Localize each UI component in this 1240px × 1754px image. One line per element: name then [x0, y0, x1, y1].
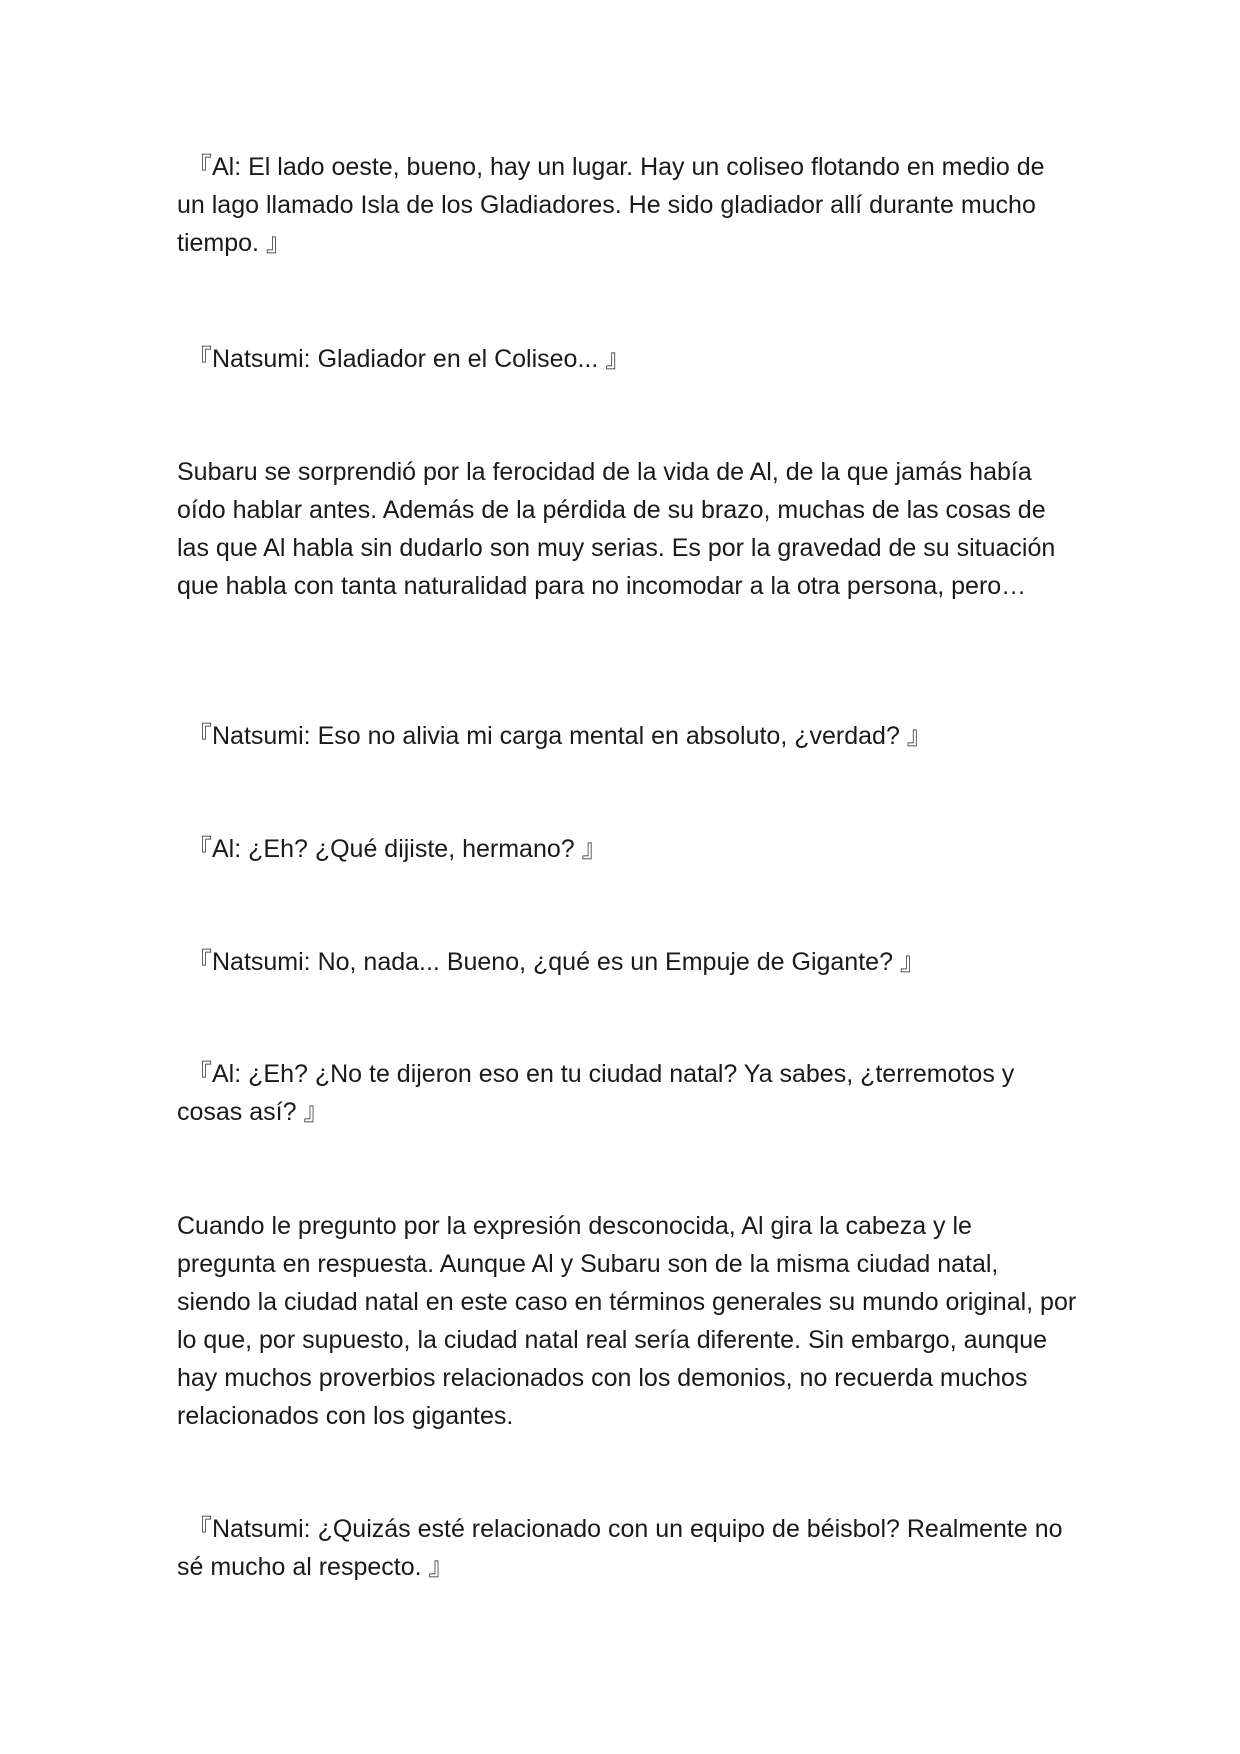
dialogue-natsumi-giant-push: 『Natsumi: No, nada... Bueno, ¿qué es un Empuje de Gigante? 』	[187, 948, 925, 976]
dialogue-natsumi-mental-burden: 『Natsumi: Eso no alivia mi carga mental en absoluto, ¿verdad? 』	[187, 722, 932, 750]
dialogue-al-what-did-you-say: 『Al: ¿Eh? ¿Qué dijiste, hermano? 』	[187, 835, 607, 863]
narration-unknown-expression: Cuando le pregunto por la expresión desconocida, Al gira la cabeza y le pregunta en respuesta. Aunque Al y Subaru son de la misma ciudad natal, siendo la ciudad natal en este caso en términos generales su mundo original, por lo que, por supuesto, la ciudad natal real sería diferente. Sin embargo, aunque hay muchos proverbios relacionados con los demonios, no recuerda muchos relacionados con los gigantes.	[177, 1212, 1077, 1430]
dialogue-natsumi-gladiator: 『Natsumi: Gladiador en el Coliseo... 』	[187, 345, 631, 373]
dialogue-al-hometown: 『Al: ¿Eh? ¿No te dijeron eso en tu ciudad natal? Ya sabes, ¿terremotos y cosas así? 』	[177, 1060, 1015, 1126]
narration-subaru-surprised: Subaru se sorprendió por la ferocidad de la vida de Al, de la que jamás había oído hablar antes. Además de la pérdida de su brazo, muchas de las cosas de las que Al habla sin dudarlo son muy serias. Es por la gravedad de su situación que habla con tanta naturalidad para no incomodar a la otra persona, pero…	[177, 458, 1056, 600]
dialogue-natsumi-baseball: 『Natsumi: ¿Quizás esté relacionado con un equipo de béisbol? Realmente no sé mucho al respecto. 』	[177, 1515, 1063, 1581]
dialogue-al-west-side: 『Al: El lado oeste, bueno, hay un lugar. Hay un coliseo flotando en medio de un lago llamado Isla de los Gladiadores. He sido gladiador allí durante mucho tiempo. 』	[177, 153, 1045, 257]
